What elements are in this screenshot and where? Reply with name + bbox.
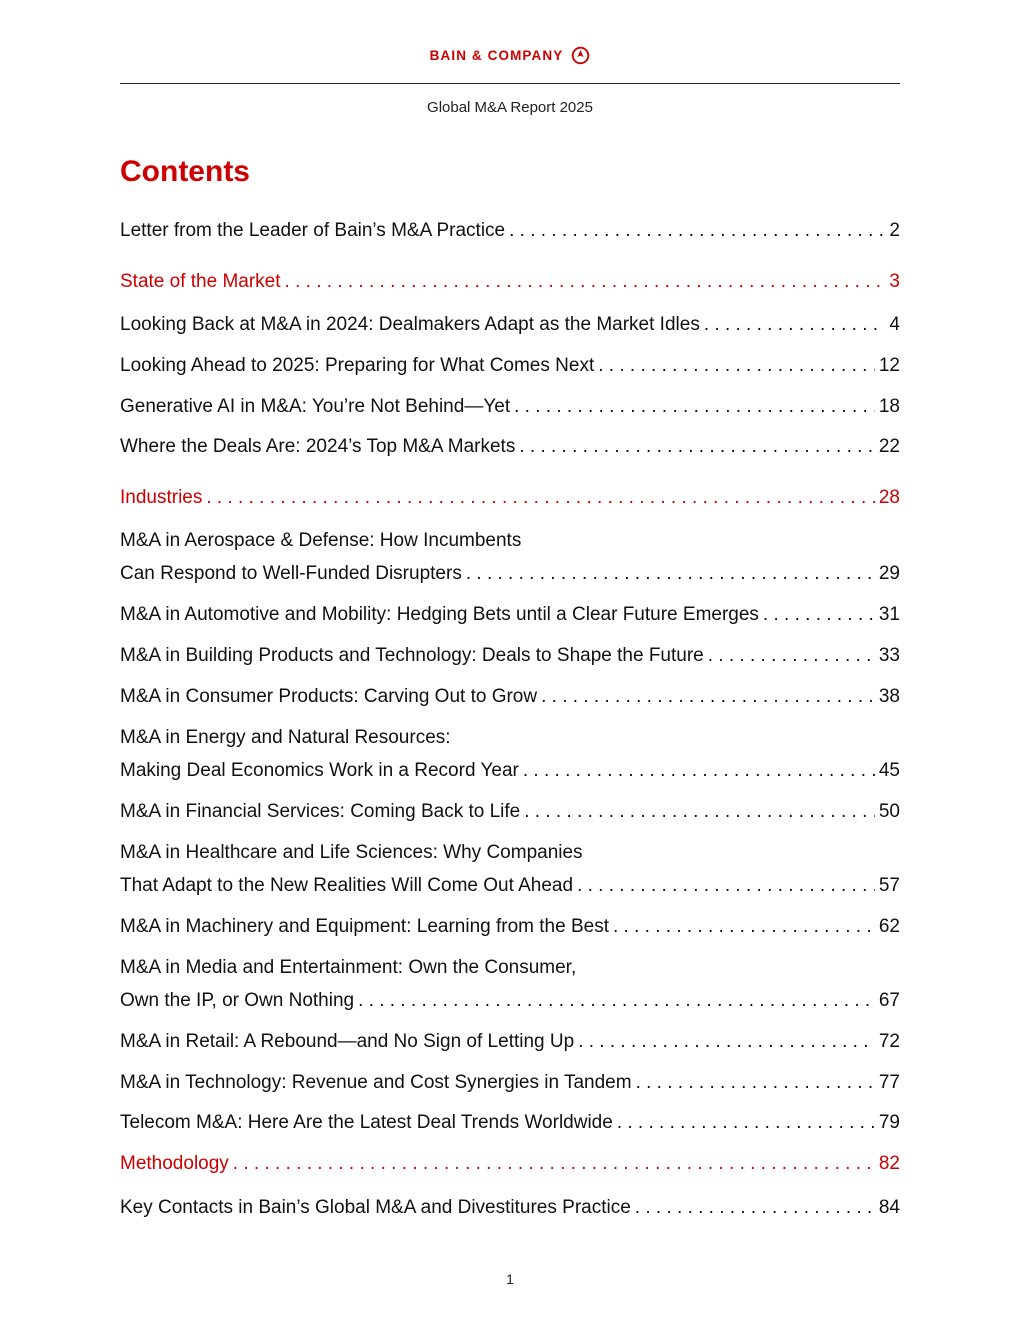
toc-page-number: 62: [878, 916, 900, 937]
toc-entry-first-line: M&A in Aerospace & Defense: How Incumbents: [120, 530, 522, 551]
toc-entry[interactable]: [120, 1066, 900, 1099]
toc-dot-leader: [519, 430, 875, 463]
page-number: 1: [506, 1271, 514, 1287]
toc-entry-title: Letter from the Leader of Bain’s M&A Practice: [120, 220, 506, 241]
toc-entry[interactable]: [120, 214, 900, 247]
brand-name: BAIN & COMPANY: [429, 47, 564, 63]
toc-entry[interactable]: [120, 910, 900, 943]
toc-entry-title: Making Deal Economics Work in a Record Year: [120, 760, 519, 781]
toc-dot-leader: [635, 1191, 875, 1224]
toc-page-number: 31: [878, 604, 900, 625]
toc-entry[interactable]: [120, 869, 900, 902]
toc-entry-title: M&A in Financial Services: Coming Back to Life: [120, 801, 521, 822]
toc-dot-leader: [206, 481, 874, 514]
toc-dot-leader: [636, 1066, 875, 1099]
toc-dot-leader: [541, 680, 875, 713]
toc-entry[interactable]: [120, 984, 900, 1017]
toc-entry-first-line: M&A in Media and Entertainment: Own the Consumer,: [120, 957, 577, 978]
toc-entry[interactable]: [120, 680, 900, 713]
toc-page-number: 45: [878, 760, 900, 781]
toc-entry-title: M&A in Building Products and Technology: Deals to Shape the Future: [120, 645, 704, 666]
toc-page-number: 22: [878, 436, 900, 457]
toc-entry[interactable]: [120, 430, 900, 463]
toc-page-number: 33: [878, 645, 900, 666]
brand-logo: [0, 44, 1020, 66]
toc-entry-first-line: M&A in Healthcare and Life Sciences: Why Companies: [120, 842, 583, 863]
toc-section-entry[interactable]: [120, 265, 900, 298]
toc-entry-title: Industries: [120, 487, 203, 508]
toc-entry[interactable]: [120, 390, 900, 423]
toc-dot-leader: [509, 214, 885, 247]
toc-entry[interactable]: [120, 1025, 900, 1058]
toc-dot-leader: [524, 795, 875, 828]
toc-dot-leader: [598, 349, 875, 382]
toc-entry-title: Own the IP, or Own Nothing: [120, 990, 355, 1011]
toc-dot-leader: [466, 557, 875, 590]
toc-dot-leader: [285, 265, 886, 298]
toc-entry-title: Can Respond to Well-Funded Disrupters: [120, 563, 462, 584]
bain-compass-icon: [571, 46, 590, 65]
toc-dot-leader: [523, 754, 875, 787]
toc-entry-title: Looking Back at M&A in 2024: Dealmakers Adapt as the Market Idles: [120, 314, 700, 335]
toc-entry-title: Key Contacts in Bain’s Global M&A and Divestitures Practice: [120, 1197, 631, 1218]
report-title: Global M&A Report 2025: [427, 99, 593, 116]
toc-dot-leader: [358, 984, 875, 1017]
toc-page-number: 18: [878, 396, 900, 417]
toc-section-entry[interactable]: [120, 1147, 900, 1180]
toc-entry-title: State of the Market: [120, 271, 281, 292]
toc-page-number: 84: [878, 1197, 900, 1218]
toc-dot-leader: [613, 910, 875, 943]
toc-page-number: 3: [889, 271, 900, 292]
toc-entry[interactable]: [120, 1106, 900, 1139]
toc-entry-title: That Adapt to the New Realities Will Come Out Ahead: [120, 875, 574, 896]
toc-page-number: 67: [878, 990, 900, 1011]
toc-page-number: 28: [878, 487, 900, 508]
toc-dot-leader: [578, 1025, 875, 1058]
toc-entry[interactable]: [120, 754, 900, 787]
toc-entry-first-line: M&A in Energy and Natural Resources:: [120, 727, 451, 748]
toc-entry-title: Looking Ahead to 2025: Preparing for What Comes Next: [120, 355, 595, 376]
toc-page-number: 38: [878, 686, 900, 707]
toc-entry-title: Where the Deals Are: 2024’s Top M&A Markets: [120, 436, 516, 457]
toc-entry-title: M&A in Machinery and Equipment: Learning from the Best: [120, 916, 609, 937]
toc-dot-leader: [617, 1106, 875, 1139]
toc-entry[interactable]: [120, 349, 900, 382]
toc-page-number: 2: [889, 220, 900, 241]
toc-entry[interactable]: [120, 639, 900, 672]
toc-page-number: 79: [878, 1112, 900, 1133]
toc-dot-leader: [233, 1147, 875, 1180]
toc-entry-title: Telecom M&A: Here Are the Latest Deal Trends Worldwide: [120, 1112, 613, 1133]
toc-entry[interactable]: [120, 1191, 900, 1224]
toc-entry-title: M&A in Consumer Products: Carving Out to Grow: [120, 686, 538, 707]
toc-dot-leader: [514, 390, 875, 423]
toc-page-number: 57: [878, 875, 900, 896]
toc-page-number: 29: [878, 563, 900, 584]
toc-dot-leader: [704, 308, 886, 341]
header-rule: [120, 83, 900, 84]
toc-entry[interactable]: [120, 308, 900, 341]
toc-entry[interactable]: [120, 557, 900, 590]
toc-entry-title: Methodology: [120, 1153, 229, 1174]
toc-page-number: 50: [878, 801, 900, 822]
toc-page-number: 72: [878, 1031, 900, 1052]
toc-page-number: 4: [889, 314, 900, 335]
toc-entry-title: M&A in Technology: Revenue and Cost Synergies in Tandem: [120, 1072, 632, 1093]
toc-page-number: 12: [878, 355, 900, 376]
toc-page-number: 77: [878, 1072, 900, 1093]
toc-dot-leader: [763, 598, 875, 631]
contents-heading: Contents: [120, 155, 250, 188]
toc-section-entry[interactable]: [120, 481, 900, 514]
toc-entry[interactable]: [120, 598, 900, 631]
toc-dot-leader: [577, 869, 875, 902]
toc-entry-title: Generative AI in M&A: You’re Not Behind—Yet: [120, 396, 511, 417]
toc-dot-leader: [708, 639, 875, 672]
toc-page-number: 82: [878, 1153, 900, 1174]
toc-entry[interactable]: [120, 795, 900, 828]
toc-entry-title: M&A in Automotive and Mobility: Hedging Bets until a Clear Future Emerges: [120, 604, 759, 625]
toc-entry-title: M&A in Retail: A Rebound—and No Sign of Letting Up: [120, 1031, 575, 1052]
